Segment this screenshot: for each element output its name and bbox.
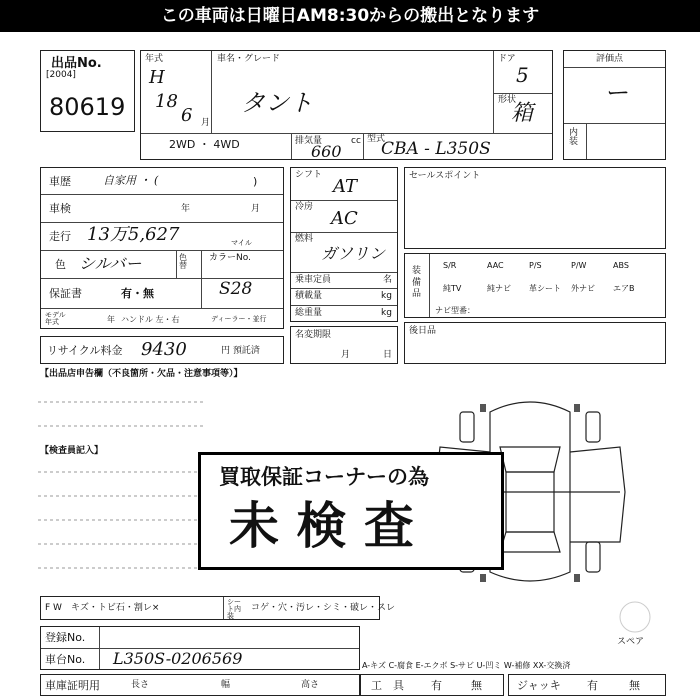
color-change: 色替 [179, 253, 187, 270]
equipment-item: S/R [443, 261, 457, 270]
lot-number: 80619 [49, 93, 126, 121]
note-lines [38, 380, 208, 600]
lot-year: [2004] [46, 70, 76, 80]
model-year-label: モデル年式 [45, 311, 66, 326]
top-banner: この車両は日曜日AM8:30からの搬出となります [0, 0, 700, 32]
mid-info-table [290, 167, 398, 322]
color-value: シルバー [79, 254, 142, 273]
jack-yes: 有 [587, 679, 598, 692]
car-value: タント [241, 89, 313, 117]
equipment-item: AAC [487, 261, 504, 270]
chassis-label: 車台No. [45, 653, 86, 666]
interior-label: 内装 [569, 128, 579, 147]
shaken-month: 月 [251, 204, 261, 214]
after-sale-box [404, 322, 666, 364]
equipment-item: P/S [529, 261, 542, 270]
displacement-label: 排気量 [295, 136, 323, 146]
change-date-label: 名変期限 [295, 330, 332, 340]
evaluation-label: 評価点 [596, 54, 624, 64]
seat-items: コゲ・穴・汚レ・シミ・破レ・スレ [251, 603, 396, 613]
cert-length: 長さ [131, 680, 150, 690]
equipment-item: 純TV [443, 284, 462, 293]
evaluation-value: ー [604, 79, 628, 107]
equipment-box [404, 253, 666, 318]
nenshiki-month-unit: 月 [201, 118, 211, 128]
warranty-value: 有・無 [121, 287, 154, 300]
damage-legend: A-キズ C-腐食 E-エクボ S-サビ U-凹ミ W-補修 XX-交換済 [362, 661, 571, 670]
shaken-label: 車検 [49, 202, 71, 215]
door-value: 5 [516, 63, 529, 87]
handle: ハンドル 左・右 [121, 315, 180, 324]
displacement-value: 660 [311, 142, 342, 161]
warranty-label: 保証書 [49, 287, 82, 300]
dealer: ディーラー・並行 [211, 315, 267, 323]
inspector-note: 【検査員記入】 [40, 446, 104, 456]
shape-value: 箱 [511, 101, 534, 126]
change-date-box [290, 326, 398, 364]
model-label: 型式 [367, 134, 386, 144]
lot-box [40, 50, 135, 132]
recycle-label: リサイクル料金 [47, 344, 123, 357]
change-date-month: 月 [341, 350, 351, 360]
tools-label: 工 具 [371, 679, 404, 692]
fw-label: F W [45, 603, 62, 613]
fuel-label: 燃料 [295, 234, 314, 244]
stamp-line2: 未 検 査 [229, 497, 414, 555]
spare-label: スペア [617, 637, 645, 647]
history-label: 車歴 [49, 175, 71, 188]
recycle-unit: 円 預託済 [221, 346, 260, 356]
equipment-item: ABS [613, 261, 629, 270]
recycle-box [40, 336, 284, 364]
evaluation-box [563, 50, 666, 160]
jack-label: ジャッキ [517, 679, 561, 692]
after-sale-label: 後日品 [409, 326, 437, 336]
model-value: CBA - L350S [381, 139, 491, 159]
cert-box [40, 674, 360, 696]
equipment-item: 外ナビ [571, 284, 595, 293]
recycle-value: 9430 [141, 339, 187, 360]
aircon-label: 冷房 [295, 202, 314, 212]
model-year-year: 年 [107, 315, 115, 324]
header-box [140, 50, 553, 160]
history-value: 自家用 ・ ( [103, 174, 159, 187]
fw-items: キズ・トビ石・割レ× [71, 603, 160, 613]
color-label: 色 [55, 258, 66, 271]
chassis-value: L350S-0206569 [113, 649, 243, 668]
equipment-item: 革シート [529, 284, 561, 293]
equipment-item: エアB [613, 284, 635, 293]
equipment-label: 装備品 [412, 266, 422, 300]
navi-label: ナビ型番： [435, 306, 475, 315]
capacity-unit: 名 [383, 275, 393, 285]
stamp-line1: 買取保証コーナーの為 [219, 465, 429, 489]
gross-unit: kg [381, 308, 392, 318]
mileage-value: 13万5,627 [87, 224, 180, 245]
history-close: ) [253, 175, 258, 188]
capacity-label: 乗車定員 [295, 275, 332, 285]
registration-label: 登録No. [45, 631, 86, 644]
nenshiki-year: 18 [155, 91, 178, 112]
tools-box [360, 674, 504, 696]
shaken-year: 年 [181, 204, 191, 214]
cert-width: 幅 [221, 680, 231, 690]
spare-tire-icon [618, 600, 652, 634]
mileage-label: 走行 [49, 230, 71, 243]
car-label: 車名・グレード [217, 54, 281, 64]
tools-yes: 有 [431, 679, 442, 692]
door-label: ドア [498, 54, 516, 64]
fw-row [40, 596, 396, 620]
load-label: 積載量 [295, 291, 323, 301]
jack-no: 無 [629, 679, 640, 692]
gross-label: 総重量 [295, 308, 323, 318]
nenshiki-label: 年式 [145, 54, 164, 64]
registration-box [40, 626, 360, 670]
nenshiki-month: 6 [181, 105, 193, 126]
cert-label: 車庫証明用 [45, 679, 100, 692]
change-date-day: 日 [383, 350, 393, 360]
shape-label: 形状 [498, 95, 517, 105]
lot-label: 出品No. [51, 56, 102, 71]
left-info-table [40, 167, 284, 329]
sales-point-label: セールスポイント [409, 171, 481, 181]
equipment-item: P/W [571, 261, 587, 270]
stamp [198, 452, 504, 570]
aircon-value: AC [331, 208, 358, 229]
shift-label: シフト [295, 170, 323, 180]
tools-no: 無 [471, 679, 482, 692]
exhibitor-note: 【出品店申告欄（不良箇所・欠品・注意事項等）】 [40, 369, 243, 379]
equipment-item: 純ナビ [487, 284, 511, 293]
fuel-value: ガソリン [321, 244, 386, 263]
jack-box [508, 674, 666, 696]
color-code-label: カラーNo. [209, 253, 251, 263]
mileage-unit: マイル [231, 239, 252, 247]
seat-label: シート内装 [227, 598, 241, 620]
drive-label: 2WD ・ 4WD [169, 138, 240, 151]
sales-point-box [404, 167, 666, 249]
load-unit: kg [381, 291, 392, 301]
nenshiki-era: H [149, 67, 165, 88]
cert-height: 高さ [301, 680, 320, 690]
shift-value: AT [333, 176, 358, 197]
displacement-unit: cc [351, 136, 361, 146]
color-code-value: S28 [219, 279, 253, 299]
